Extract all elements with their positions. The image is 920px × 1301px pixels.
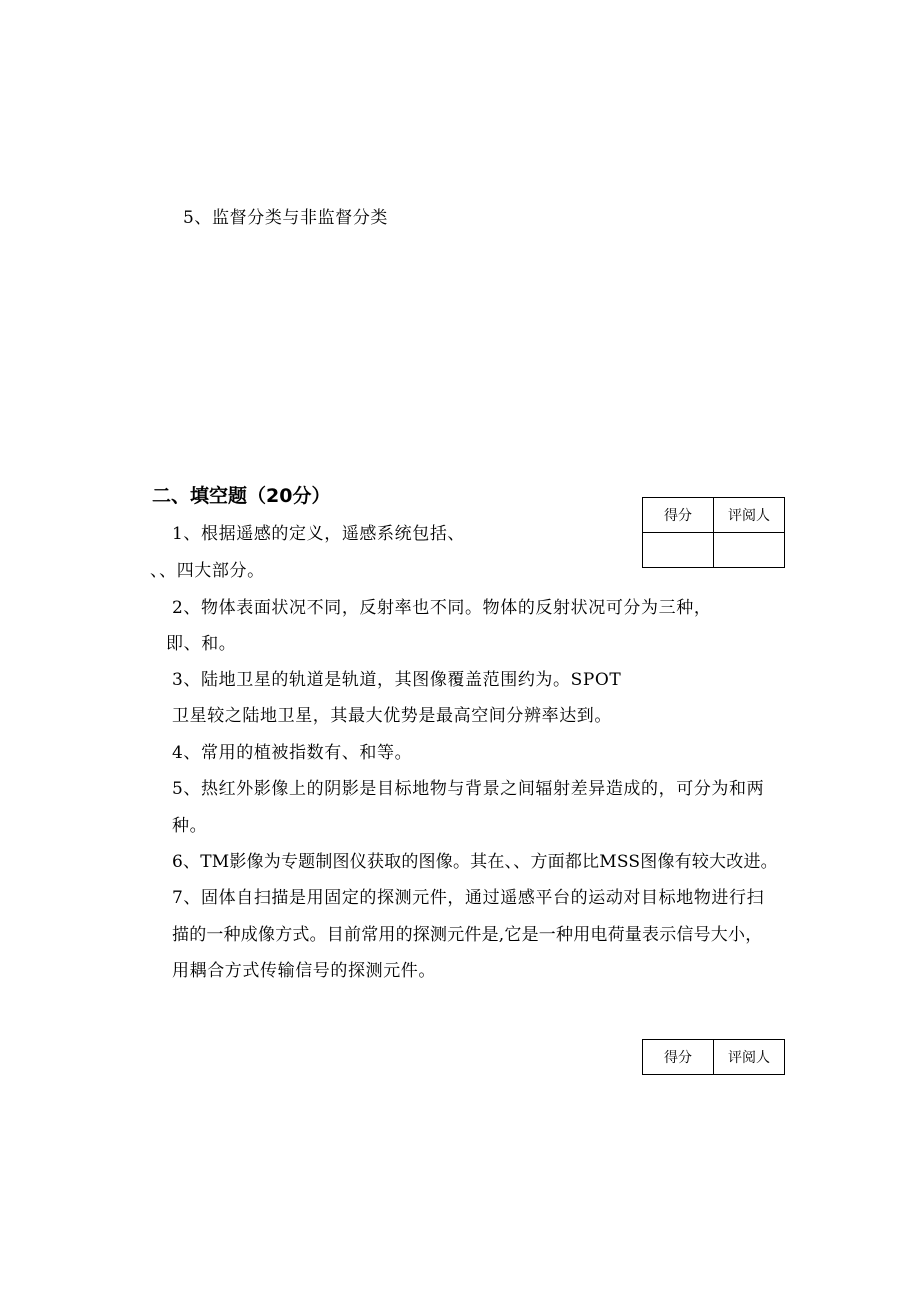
section-title: 二、填空题（20分） xyxy=(152,485,331,507)
reviewer-header: 评阅人 xyxy=(714,1040,785,1075)
question-line-6: 卫星较之陆地卫星，其最大优势是最高空间分辨率达到。 xyxy=(172,706,612,726)
question-line-7: 4、常用的植被指数有、和等。 xyxy=(172,743,413,763)
question-line-11: 7、固体自扫描是用固定的探测元件，通过遥感平台的运动对目标地物进行扫 xyxy=(172,888,765,908)
score-cell[interactable] xyxy=(643,533,714,568)
score-header: 得分 xyxy=(643,1040,714,1075)
question-line-12: 描的一种成像方式。目前常用的探测元件是,它是一种用电荷量表示信号大小， xyxy=(172,925,763,945)
score-table-1 xyxy=(642,497,785,568)
reviewer-header: 评阅人 xyxy=(714,498,785,533)
reviewer-cell[interactable] xyxy=(714,533,785,568)
question-line-13: 用耦合方式传输信号的探测元件。 xyxy=(172,961,436,981)
question-line-3: 2、物体表面状况不同，反射率也不同。物体的反射状况可分为三种， xyxy=(172,598,712,618)
question-line-5: 3、陆地卫星的轨道是轨道，其图像覆盖范围约为。SPOT xyxy=(172,670,622,690)
question-line-10: 6、TM影像为专题制图仪获取的图像。其在、、方面都比MSS图像有较大改进。 xyxy=(172,852,778,872)
question-line-8: 5、热红外影像上的阴影是目标地物与背景之间辐射差异造成的，可分为和两 xyxy=(172,779,765,799)
top-question-item: 5、监督分类与非监督分类 xyxy=(183,208,389,228)
question-line-1: 1、根据遥感的定义，遥感系统包括、 xyxy=(172,524,466,544)
question-line-9: 种。 xyxy=(172,816,208,836)
score-header: 得分 xyxy=(643,498,714,533)
question-line-4: 即、和。 xyxy=(166,634,237,654)
score-table-2 xyxy=(642,1039,785,1075)
question-line-2: 、、四大部分。 xyxy=(150,561,265,581)
